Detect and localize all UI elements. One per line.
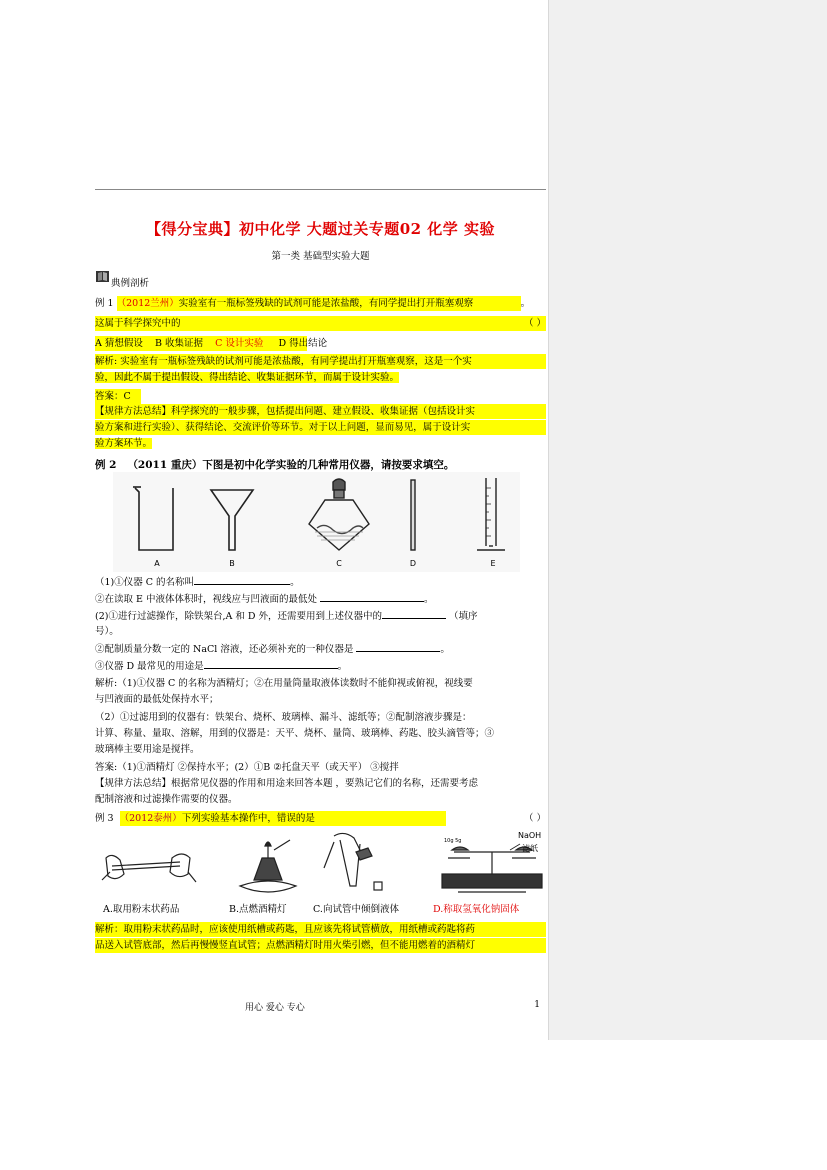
page-number: 1 — [534, 1000, 540, 1010]
ex1-answer-paren: （ ） — [523, 318, 546, 329]
ex3-explanation-2: 品送入试管底部，然后再慢慢竖直试管；点燃酒精灯时用火柴引燃，但不能用燃着的酒精灯 — [95, 938, 546, 953]
balance-icon — [442, 847, 542, 892]
comment-pane — [548, 0, 827, 1040]
ex2-q2-3: ③仪器 D 最常见的用途是 。 — [95, 658, 546, 674]
book-icon — [96, 270, 109, 282]
ex1-option-d: D 得出结论 — [278, 338, 328, 349]
ex2-q2-2: ②配制质量分数一定的 NaCl 溶液，还必须补充的一种仪器是 。 — [95, 641, 546, 657]
ex2-label: 例 2 — [95, 459, 117, 471]
answer-blank[interactable] — [382, 608, 446, 619]
weights-label: 10g 5g — [444, 838, 462, 844]
ex2-answer: 答案:（1)①酒精灯 ②保持水平；(2）①B ②托盘天平（或天平） ③搅拌 — [95, 762, 399, 773]
ex2-summary-2: 配制溶液和过滤操作需要的仪器。 — [95, 794, 238, 805]
ex2-explanation-4: 计算、称量、量取、溶解，用到的仪器是：天平、烧杯、量筒、玻璃棒、药匙、胶头滴管等；③ — [95, 728, 495, 739]
powder-sampling-icon — [102, 854, 196, 882]
ex2-q1-1: （1)①仪器 C 的名称叫 。 — [95, 574, 546, 590]
ex1-question-line2: 这属于科学探究中的 （ ） — [95, 318, 546, 329]
ex2-q2-1b: 号）。 — [95, 626, 119, 637]
answer-blank[interactable] — [320, 591, 424, 602]
fig-label-e: E — [490, 559, 496, 568]
ex1-source: （2012兰州） — [116, 298, 179, 309]
ex3-question-text: 下列实验基本操作中，错误的是 — [181, 813, 315, 824]
fig-label-b: B — [229, 559, 235, 568]
page-subtitle: 第一类 基础型实验大题 — [271, 251, 370, 262]
ex1-question-text: 实验室有一瓶标签残缺的试剂可能是浓盐酸，有同学提出打开瓶塞观察 — [178, 298, 474, 309]
ex2-explanation-5: 玻璃棒主要用途是搅拌。 — [95, 744, 200, 755]
fig-label-d: D — [409, 559, 417, 568]
ex2-explanation-3: （2）①过滤用到的仪器有：铁架台、烧杯、玻璃棒、漏斗、滤纸等；②配制溶液步骤是： — [95, 712, 472, 723]
answer-blank[interactable] — [356, 641, 440, 652]
ex3-explanation-1: 解析：取用粉末状药品时，应该使用纸槽或药匙，且应该先将试管横放，用纸槽或药匙将药 — [95, 922, 546, 937]
glass-rod-icon — [411, 480, 415, 550]
ex3-option-b: B.点燃酒精灯 — [229, 904, 287, 915]
ex1-answer: 答案：C — [95, 389, 546, 404]
ex1-summary-2: 验方案和进行实验）、获得结论、交流评价等环节。对于以上问题，显而易见，属于设计实 — [95, 420, 546, 435]
ex3-option-a: A.取用粉末状药品 — [103, 904, 180, 915]
section-label: 典例剖析 — [111, 278, 150, 289]
ex3-question — [95, 811, 546, 826]
ex3-option-d: D.称取氢氧化钠固体 — [433, 904, 520, 915]
ex3-label: 例 3 — [95, 813, 114, 824]
below-page-area — [0, 1040, 827, 1170]
ex1-option-b: B 收集证据 — [154, 338, 203, 349]
page-title: 【得分宝典】初中化学 大题过关专题02 化学 实验 — [145, 220, 496, 238]
apparatus-figure — [113, 472, 520, 572]
ex2-question — [95, 458, 546, 473]
ex1-question-line1: 例 1 （2012兰州）实验室有一瓶标签残缺的试剂可能是浓盐酸，有同学提出打开瓶塞观察 。 — [95, 298, 531, 309]
ex2-summary-1: 【规律方法总结】根据常见仪器的作用和用途来回答本题 ，要熟记它们的名称，还需要考虑 — [95, 778, 479, 789]
ex3-answer-paren: （ ） — [523, 813, 546, 824]
ex1-summary-1: 【规律方法总结】科学探究的一般步骤，包括提出问题、建立假设、收集证据（包括设计实 — [95, 404, 546, 419]
answer-blank[interactable] — [204, 658, 338, 669]
ex2-q1-2: ②在读取 E 中液体体积时，视线应与凹液面的最低处 。 — [95, 591, 546, 607]
ex1-label: 例 1 — [95, 298, 114, 309]
ex1-explanation-1: 解析: 实验室有一瓶标签残缺的试剂可能是浓盐酸，有同学提出打开瓶塞观察，这是一个实 — [95, 354, 546, 369]
ex2-explanation-1: 解析:（1)①仪器 C 的名称为酒精灯；②在用量筒量取液体读数时不能仰视或俯视，视线要 — [95, 678, 473, 689]
header-rule — [95, 189, 546, 190]
ex2-q2-1: (2)①进行过滤操作，除铁架台,A 和 D 外，还需要用到上述仪器中的 （填序 — [95, 608, 546, 624]
ex3-source: （2012泰州） — [119, 813, 182, 824]
answer-blank[interactable] — [194, 574, 290, 585]
ex1-option-c: C 设计实验 — [215, 338, 264, 349]
pouring-liquid-icon — [324, 833, 382, 890]
ex1-options — [95, 336, 546, 351]
ex1-summary-3: 验方案环节。 — [95, 438, 153, 449]
lighting-lamp-icon — [240, 840, 296, 892]
filter-paper-label: 滤纸 — [522, 844, 538, 853]
footer-motto: 用心 爱心 专心 — [245, 1003, 305, 1013]
ex2-question-text: （2011 重庆）下图是初中化学实验的几种常用仪器，请按要求填空。 — [127, 459, 455, 471]
ex1-explanation-2: 验，因此不属于提出假设、得出结论、收集证据环节，而属于设计实验。 — [95, 372, 400, 383]
fig-label-c: C — [336, 559, 342, 568]
fig-label-a: A — [154, 559, 160, 568]
naoh-label: NaOH — [518, 831, 542, 840]
ex2-explanation-2: 与凹液面的最低处保持水平； — [95, 694, 219, 705]
ex3-option-c: C.向试管中倾倒液体 — [313, 904, 399, 915]
operations-figure — [98, 828, 546, 900]
ex1-option-a: A 猜想假设 — [95, 338, 143, 349]
